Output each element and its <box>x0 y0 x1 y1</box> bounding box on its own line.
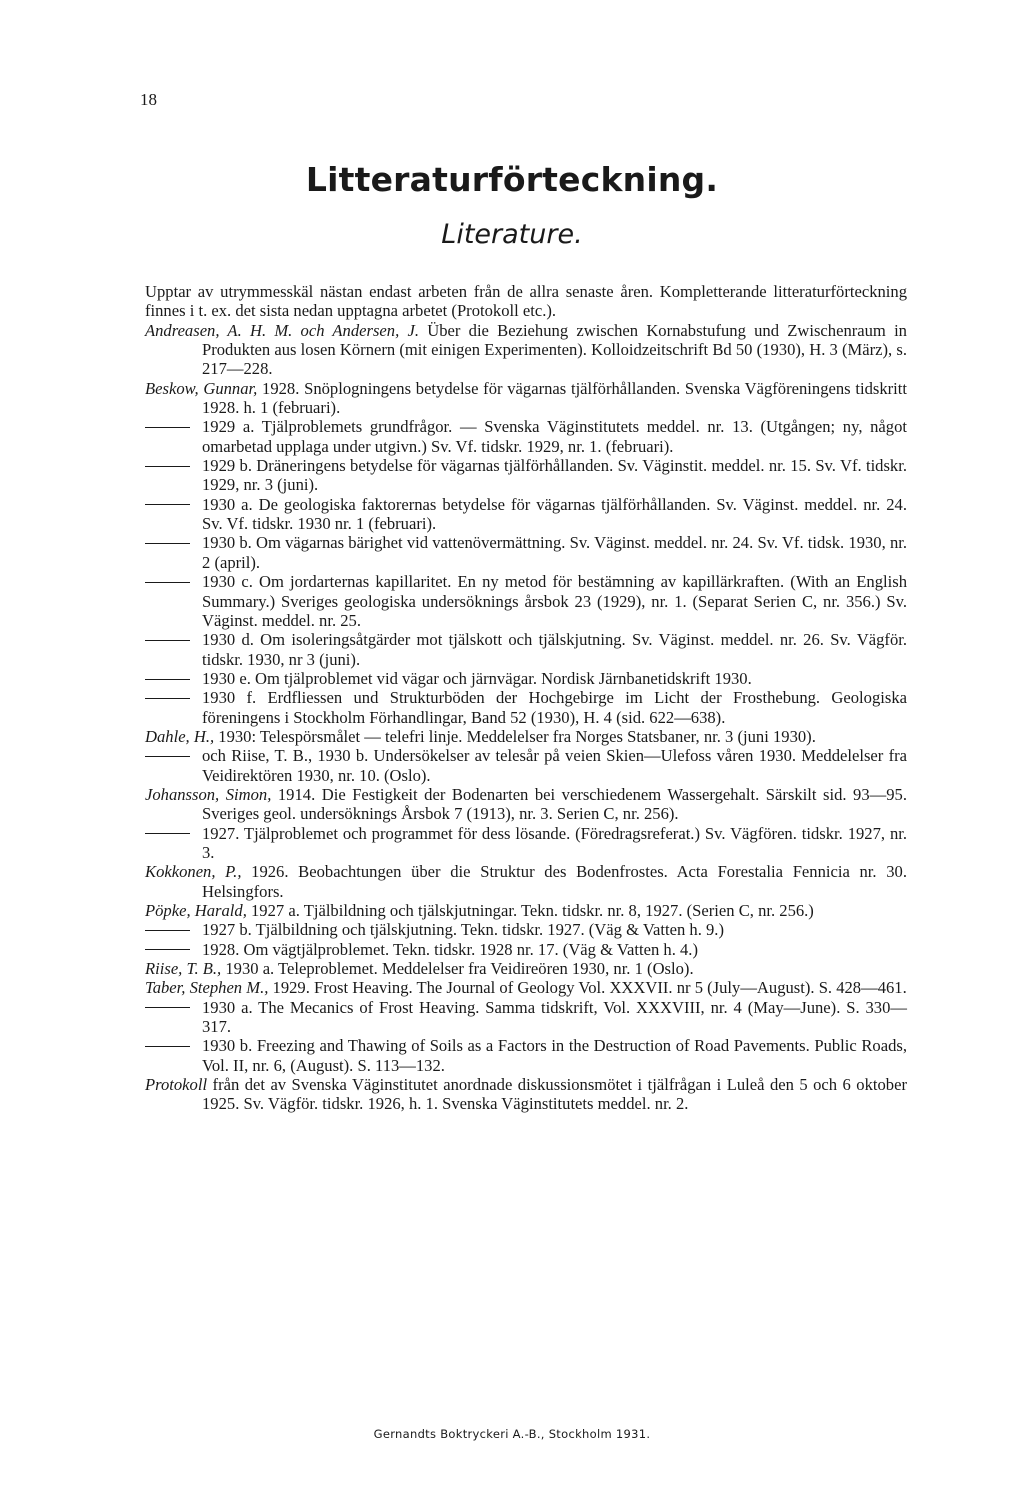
reference-author: Protokoll <box>145 1075 208 1095</box>
reference-author: Riise, T. B., <box>145 959 222 979</box>
reference-entry <box>145 998 907 1037</box>
reference-text: och Riise, T. B., 1930 b. Undersökelser av telesår på veien Skien—Ulefoss våren 1930. Meddelelser fra Veidirektören 1930, nr. 10. (Oslo). <box>202 746 907 785</box>
page-number: 18 <box>140 90 157 109</box>
reference-entry <box>145 727 907 746</box>
reference-text: 1927 b. Tjälbildning och tjälskjutning. Tekn. tidskr. 1927. (Väg & Vatten h. 9.) <box>202 920 724 940</box>
reference-author: Beskow, Gunnar, <box>145 378 258 398</box>
reference-text: från det av Svenska Väginstitutet anordnade diskussionsmötet i tjälfrågan i Luleå den 5 och 6 oktober 1925. Sv. Vägför. tidskr. 1926, h. 1. Svenska Väginstitutets meddel. nr. 2. <box>202 1075 907 1114</box>
ditto-dash <box>145 1007 190 1008</box>
reference-entry <box>145 1036 907 1075</box>
ditto-dash <box>145 930 190 931</box>
intro-paragraph: Upptar av utrymmesskäl nästan endast arbeten från de allra senaste åren. Kompletterande litteraturförteckning finnes i t. ex. det sista nedan upptagna arbetet (Protokoll etc.). <box>145 282 907 321</box>
reference-list <box>145 321 907 1114</box>
ditto-dash <box>145 543 190 544</box>
reference-text: 1930 c. Om jordarternas kapillaritet. En ny metod för bestämning av kapillärkraften. (With an English Summary.) Sveriges geologiska undersöknings årsbok 23 (1929), nr. 1. (Separat Serien C, nr. 356.) Sv. Väginst. meddel. nr. 25. <box>202 572 907 630</box>
page-title: Litteraturförteckning. <box>305 160 719 199</box>
reference-text: 1930 d. Om isoleringsåtgärder mot tjälskott och tjälskjutning. Sv. Väginst. meddel. nr. 26. Sv. Vägför. tidskr. 1930, nr 3 (juni). <box>202 630 907 669</box>
reference-entry <box>145 495 907 534</box>
reference-author: Kokkonen, P., <box>145 862 242 882</box>
reference-entry <box>145 572 907 630</box>
reference-entry <box>145 746 907 785</box>
ditto-dash <box>145 466 190 467</box>
reference-text: 1930 b. Freezing and Thawing of Soils as a Factors in the Destruction of Road Pavements. Public Roads, Vol. II, nr. 6, (August). S. 113—132. <box>202 1036 907 1075</box>
reference-author: Pöpke, Harald, <box>145 901 247 920</box>
page-subtitle: Literature. <box>441 219 583 250</box>
reference-text: 1928. Snöplogningens betydelse för vägarnas tjälförhållanden. Svenska Vägföreningens tidskritt 1928. h. 1 (februari). <box>202 378 907 418</box>
ditto-dash <box>145 756 190 757</box>
reference-entry <box>145 379 907 418</box>
reference-text: Über die Beziehung zwischen Kornabstufung und Zwischenraum in Produkten aus losen Körnern (mit einigen Experimenten). Kolloidzeitschrift Bd 50 (1930), H. 3 (März), s. 217—228. <box>202 320 907 379</box>
reference-text: 1930: Telespörsmålet — telefri linje. Meddelelser fra Norges Statsbaner, nr. 3 (juni 1930). <box>214 726 816 746</box>
reference-entry <box>145 785 907 824</box>
ditto-dash <box>145 1046 190 1047</box>
bibliography <box>145 282 907 1114</box>
ditto-dash <box>145 427 190 428</box>
reference-text: 1930 f. Erdfliessen und Strukturböden der Hochgebirge im Licht der Frosthebung. Geologiska föreningens i Stockholm Förhandlingar, Band 52 (1930), H. 4 (sid. 622—638). <box>202 688 907 727</box>
reference-entry <box>145 978 907 997</box>
reference-entry <box>145 824 907 863</box>
reference-text: 1930 a. The Mecanics of Frost Heaving. Samma tidskrift, Vol. XXXVIII, nr. 4 (May—June). S. 330—317. <box>202 997 907 1037</box>
reference-entry <box>145 533 907 572</box>
reference-entry <box>145 456 907 495</box>
reference-text: 1914. Die Festigkeit der Bodenarten bei verschiedenem Wassergehalt. Särskilt sid. 93—95. Sveriges geol. undersöknings Årsbok 7 (1913), nr. 3. Serien C, nr. 256). <box>202 784 907 824</box>
reference-text: 1927. Tjälproblemet och programmet för dess lösande. (Föredragsreferat.) Sv. Vägfören. tidskr. 1927, nr. 3. <box>202 823 907 862</box>
reference-text: 1930 b. Om vägarnas bärighet vid vattenövermättning. Sv. Väginst. meddel. nr. 24. Sv. Vf. tidsk. 1930, nr. 2 (april). <box>202 533 907 572</box>
reference-text: 1930 a. Teleproblemet. Meddelelser fra Veidireören 1930, nr. 1 (Oslo). <box>221 959 694 979</box>
reference-author: Taber, Stephen M., <box>145 978 269 998</box>
reference-entry <box>145 669 907 688</box>
reference-text: 1929 a. Tjälproblemets grundfrågor. — Svenska Väginstitutets meddel. nr. 13. (Utgången; ny, något omarbetad upplaga under utgivn.) Sv. Vf. tidskr. 1929, nr. 1. (februari). <box>202 417 907 456</box>
ditto-dash <box>145 949 190 950</box>
reference-entry <box>145 417 907 456</box>
ditto-dash <box>145 679 190 680</box>
reference-entry <box>145 1075 907 1114</box>
reference-text: 1929 b. Dräneringens betydelse för vägarnas tjälförhållanden. Sv. Väginstit. meddel. nr. 15. Sv. Vf. tidskr. 1929, nr. 3 (juni). <box>202 456 907 495</box>
reference-text: 1930 a. De geologiska faktorernas betydelse för vägarnas tjälförhållanden. Sv. Väginst. meddel. nr. 24. Sv. Vf. tidskr. 1930 nr. 1 (februari). <box>202 494 907 534</box>
reference-entry <box>145 940 907 959</box>
ditto-dash <box>145 640 190 641</box>
reference-author: Andreasen, A. H. M. och Andersen, J. <box>145 320 419 340</box>
ditto-dash <box>145 504 190 505</box>
reference-entry <box>145 321 907 379</box>
reference-entry <box>145 688 907 727</box>
printer-imprint: Gernandts Boktryckeri A.-B., Stockholm 1931. <box>373 1427 651 1441</box>
reference-entry <box>145 630 907 669</box>
ditto-dash <box>145 698 190 699</box>
ditto-dash <box>145 582 190 583</box>
reference-entry <box>145 901 907 920</box>
reference-text: 1929. Frost Heaving. The Journal of Geology Vol. XXXVII. nr 5 (July—August). S. 428—461. <box>268 978 907 998</box>
reference-text: 1930 e. Om tjälproblemet vid vägar och järnvägar. Nordisk Järnbanetidskrift 1930. <box>202 668 752 688</box>
reference-author: Johansson, Simon, <box>145 784 272 804</box>
reference-entry <box>145 959 907 978</box>
reference-author: Dahle, H., <box>145 726 215 746</box>
reference-entry <box>145 862 907 901</box>
reference-text: 1926. Beobachtungen über die Struktur des Bodenfrostes. Acta Forestalia Fennicia nr. 30. Helsingfors. <box>202 862 907 901</box>
reference-text: 1927 a. Tjälbildning och tjälskjutningar. Tekn. tidskr. nr. 8, 1927. (Serien C, nr. 256.) <box>246 901 814 920</box>
ditto-dash <box>145 833 190 834</box>
reference-text: 1928. Om vägtjälproblemet. Tekn. tidskr. 1928 nr. 17. (Väg & Vatten h. 4.) <box>202 939 698 959</box>
reference-entry <box>145 920 907 939</box>
